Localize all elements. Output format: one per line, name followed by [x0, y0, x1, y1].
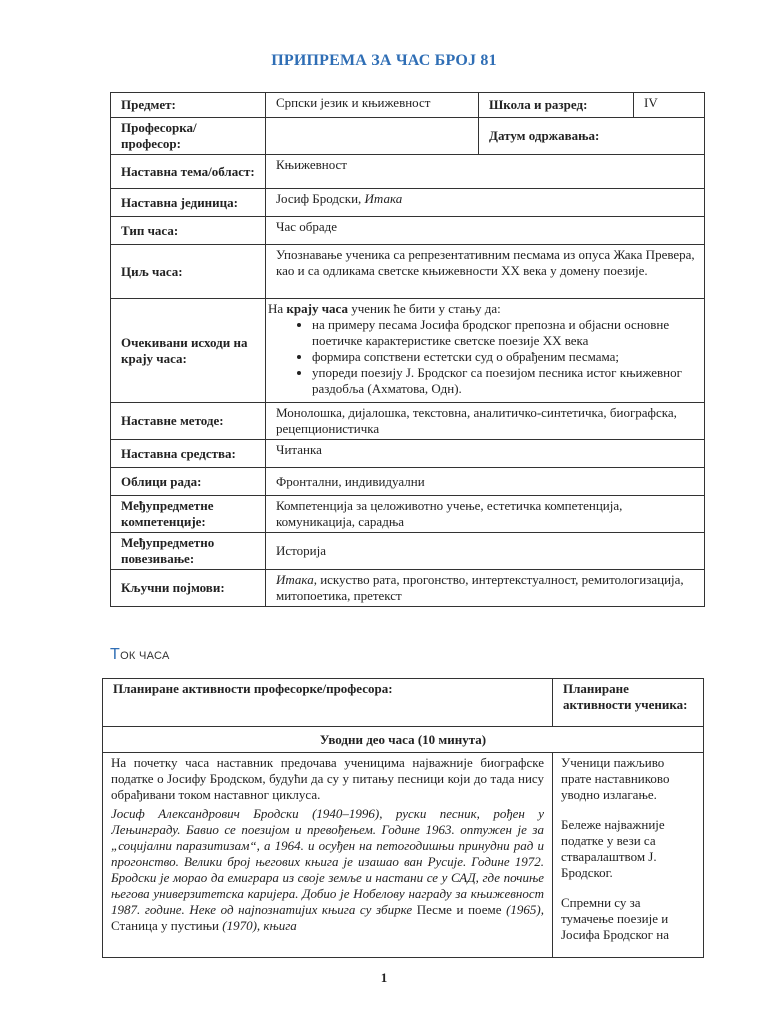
student-paragraph-1: Ученици пажљиво прате наставниково уводно излагање.	[561, 755, 670, 802]
unit-work: Итака	[364, 191, 403, 206]
subject-label: Предмет:	[111, 93, 266, 118]
lesson-flow-table	[102, 678, 704, 958]
outcomes-label: Очекивани исходи на крају часа:	[111, 299, 266, 403]
type-label: Тип часа:	[111, 217, 266, 245]
tok-first-letter: Т	[110, 646, 121, 663]
teacher-activities	[103, 753, 553, 958]
teacher-value	[266, 118, 479, 155]
outcome-item: • формира сопствени естетски суд о обрађеним песмама;	[312, 349, 696, 365]
key-label: Кључни појмови:	[111, 570, 266, 607]
outcome-item: • упореди поезију Ј. Бродског са поезијом песника истог књижевног раздобља (Ахматова, Одн).	[312, 365, 696, 397]
cross-link-label: Међупредметно повезивање:	[111, 533, 266, 570]
school-value: IV	[634, 93, 705, 118]
methods-label: Наставне методе:	[111, 403, 266, 440]
key-first: Итака	[276, 572, 314, 587]
page-title: ПРИПРЕМА ЗА ЧАС БРОЈ 81	[271, 52, 497, 69]
topic-label: Наставна тема/област:	[111, 155, 266, 189]
goal-label: Циљ часа:	[111, 245, 266, 299]
teacher-col-header: Планиране активности професорке/професора:	[103, 679, 553, 727]
cross-link-value: Историја	[266, 533, 705, 570]
intro-section-title: Уводни део часа (10 минута)	[103, 727, 704, 753]
means-label: Наставна средства:	[111, 440, 266, 468]
outcome-item: • на примеру песама Јосифа бродског препозна и објасни основне поетичке карактеристике светске поезије XX века	[312, 317, 696, 349]
teacher-label: Професорка/ професор:	[111, 118, 266, 155]
outcomes-intro: На крају часа ученик ће бити у стању да:	[268, 301, 501, 316]
unit-value	[266, 189, 705, 217]
tok-rest: ОК ЧАСА	[120, 650, 170, 662]
date-label: Датум одржавања:	[479, 118, 705, 155]
cross-comp-label: Међупредметне компетенције:	[111, 496, 266, 533]
teacher-paragraph-1: На почетку часа наставник предочава ученицима најважније биографске податке о Јосифу Бродском, будући да су у питању песници који до тада нису обрађивани током наставног циклуса.	[111, 755, 544, 802]
student-activities	[553, 753, 704, 958]
forms-value: Фронтални, индивидуални	[266, 468, 705, 496]
subject-value: Српски језик и књижевност	[266, 93, 479, 118]
methods-value: Монолошка, дијалошка, текстовна, аналитичко-синтетичка, биографска, рецепционистичка	[266, 403, 705, 440]
tok-heading	[110, 646, 170, 664]
type-value: Час обраде	[266, 217, 705, 245]
goal-value: Упознавање ученика са репрезентативним песмама из опуса Жака Превера, као и са одликама светске књижевности XX века у домену поезије.	[266, 245, 705, 299]
means-value: Читанка	[266, 440, 705, 468]
unit-label: Наставна јединица:	[111, 189, 266, 217]
teacher-paragraph-2: Јосиф Александрович Бродски (1940–1996), руски песник, рођен у Лењинграду. Бавио се поезијом и превођењем. Године 1963. оптужен је за „социјални паразитизам“, а 1964. и осуђен на петогодишњи принудни рад и прогонство. Велики број његових књига је изашао ван Русије. Године 1972. Бродски је морао да емиграра из своје земље и настани се у САД, где почиње његова универзитетска каријера. Добио је Нобелову награду за књижевност 1987. године. Неке од најпознатијих књига су збирке Песме и поеме (1965), Станица у пустињи (1970), књига	[111, 806, 544, 933]
outcomes-value	[266, 299, 705, 403]
school-label: Школа и разред:	[479, 93, 634, 118]
key-rest: , искуство рата, прогонство, интертекстуалност, ремитологизација, митопоетика, претекст	[276, 572, 684, 603]
student-col-header: Планиране активности ученика:	[553, 679, 704, 727]
page-number: 1	[380, 970, 388, 985]
key-value	[266, 570, 705, 607]
lesson-info-table	[110, 92, 705, 607]
unit-author: Јосиф Бродски,	[276, 191, 365, 206]
topic-value: Књижевност	[266, 155, 705, 189]
forms-label: Облици рада:	[111, 468, 266, 496]
outcomes-list	[268, 317, 696, 397]
student-paragraph-2: Бележе најважније податке у вези са стваралаштвом Ј. Бродског.	[561, 817, 665, 880]
student-paragraph-3: Спремни су за тумачење поезије и Јосифа Бродског на	[561, 895, 669, 942]
cross-comp-value: Компетенција за целоживотно учење, естетичка компетенција, комуникација, сарадња	[266, 496, 705, 533]
